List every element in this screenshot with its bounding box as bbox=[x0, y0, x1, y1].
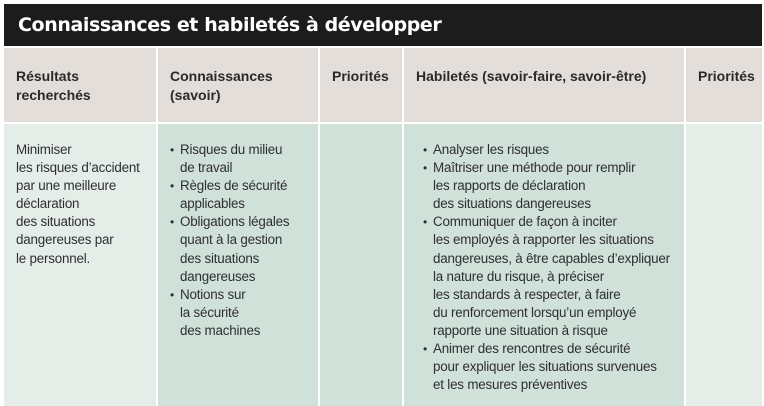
habiletes-line: du renforcement lorsqu’un employé bbox=[433, 304, 637, 320]
page-title bbox=[4, 4, 762, 46]
habiletes-line: dangereuses, à être capables d’expliquer bbox=[433, 250, 670, 266]
habiletes-line: les rapports de déclaration bbox=[433, 178, 586, 194]
list-item bbox=[170, 177, 318, 213]
connaissances-line: Règles de sécurité bbox=[180, 178, 288, 194]
list-item bbox=[423, 340, 684, 394]
habiletes-line: Maîtriser une méthode pour remplir bbox=[433, 160, 636, 176]
connaissances-line: des situations bbox=[180, 250, 260, 266]
header-priorites-2-line: Priorités bbox=[698, 68, 755, 84]
bullet-icon: • bbox=[170, 179, 175, 194]
header-priorites-2 bbox=[686, 48, 762, 122]
connaissances-line: Obligations légales bbox=[180, 214, 290, 230]
connaissances-line: Notions sur bbox=[180, 286, 246, 302]
header-connaissances-line: (savoir) bbox=[170, 87, 221, 103]
resultats-line: dangereuses par bbox=[16, 232, 114, 248]
column-priorites-1 bbox=[320, 48, 402, 406]
connaissances-line: de travail bbox=[180, 160, 233, 176]
column-habiletes bbox=[404, 48, 684, 406]
habiletes-line: Animer des rencontres de sécurité bbox=[433, 341, 631, 357]
column-resultats bbox=[4, 48, 156, 406]
header-resultats-line: recherchés bbox=[16, 87, 91, 103]
cell-connaissances bbox=[158, 122, 318, 406]
connaissances-line: la sécurité bbox=[180, 304, 239, 320]
bullet-icon: • bbox=[170, 215, 175, 230]
connaissances-line: Risques du milieu bbox=[180, 142, 283, 157]
list-item bbox=[423, 159, 684, 213]
list-item bbox=[170, 213, 318, 285]
habiletes-line: des situations dangereuses bbox=[433, 196, 591, 212]
habiletes-line: et les mesures préventives bbox=[433, 377, 588, 393]
connaissances-line: quant à la gestion bbox=[180, 232, 283, 248]
resultats-line: Minimiser bbox=[16, 142, 72, 157]
row-divider bbox=[4, 122, 762, 124]
header-habiletes bbox=[404, 48, 684, 122]
resultats-line: les risques d’accident bbox=[16, 160, 140, 176]
cell-habiletes bbox=[404, 122, 684, 406]
list-item bbox=[170, 286, 318, 340]
bullet-icon: • bbox=[423, 143, 428, 157]
resultats-line: déclaration bbox=[16, 196, 80, 212]
habiletes-line: pour expliquer les situations survenues bbox=[433, 359, 657, 375]
connaissances-line: dangereuses bbox=[180, 268, 256, 284]
habiletes-line: Analyser les risques bbox=[433, 142, 549, 157]
header-resultats-line: Résultats bbox=[16, 68, 80, 84]
habiletes-line: les employés à rapporter les situations bbox=[433, 232, 654, 248]
header-habiletes-line: Habiletés (savoir-faire, savoir-être) bbox=[416, 68, 647, 84]
connaissances-line: des machines bbox=[180, 322, 261, 338]
cell-priorites-2 bbox=[686, 122, 762, 406]
habiletes-line: rapporte une situation à risque bbox=[433, 322, 608, 338]
column-priorites-2 bbox=[686, 48, 762, 406]
header-connaissances-line: Connaissances bbox=[170, 68, 273, 84]
bullet-icon: • bbox=[170, 287, 175, 302]
header-connaissances bbox=[158, 48, 318, 122]
habiletes-list bbox=[423, 141, 684, 394]
skills-table bbox=[4, 48, 762, 406]
title-text: Connaissances et habiletés à développer bbox=[18, 14, 442, 36]
list-item bbox=[423, 141, 684, 159]
header-priorites-1 bbox=[320, 48, 402, 122]
resultats-line: le personnel. bbox=[16, 250, 91, 266]
bullet-icon: • bbox=[423, 161, 428, 176]
resultats-line: des situations bbox=[16, 214, 96, 230]
header-priorites-1-line: Priorités bbox=[332, 68, 389, 84]
connaissances-list bbox=[170, 141, 318, 340]
bullet-icon: • bbox=[423, 342, 428, 357]
bullet-icon: • bbox=[423, 215, 428, 230]
habiletes-line: Communiquer de façon à inciter bbox=[433, 214, 617, 230]
habiletes-line: la nature du risque, à préciser bbox=[433, 268, 604, 284]
bullet-icon: • bbox=[170, 143, 175, 157]
list-item bbox=[423, 213, 684, 340]
habiletes-line: les standards à respecter, à faire bbox=[433, 286, 621, 302]
connaissances-line: applicables bbox=[180, 196, 245, 212]
resultats-line: par une meilleure bbox=[16, 178, 117, 194]
cell-resultats bbox=[4, 122, 156, 406]
cell-priorites-1 bbox=[320, 122, 402, 406]
header-resultats bbox=[4, 48, 156, 122]
column-connaissances bbox=[158, 48, 318, 406]
list-item bbox=[170, 141, 318, 177]
